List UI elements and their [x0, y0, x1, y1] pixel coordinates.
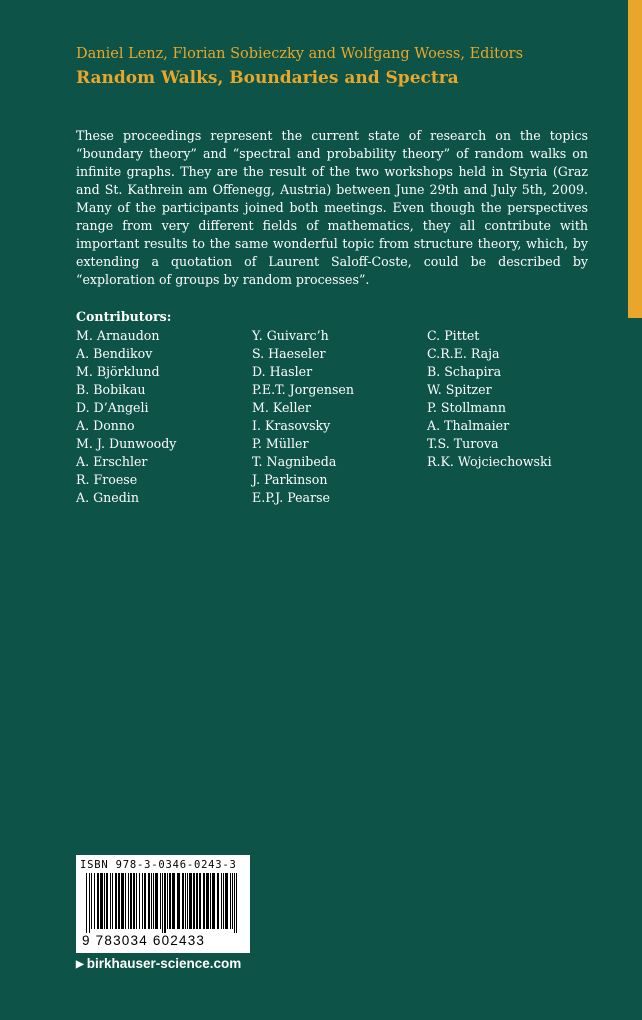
contributor-name: S. Haeseler: [252, 346, 326, 361]
contributor-name: M. Keller: [252, 400, 311, 415]
barcode-bar: [112, 873, 113, 929]
editors-line: Daniel Lenz, Florian Sobieczky and Wolfgang Woess, Editors: [76, 46, 524, 62]
barcode-bar: [203, 873, 205, 929]
isbn-label: ISBN 978-3-0346-0243-3: [80, 859, 237, 871]
contributor-name: D. Hasler: [252, 364, 313, 379]
barcode-bar: [196, 873, 198, 929]
barcode-bar: [133, 873, 135, 929]
contributors-heading: Contributors:: [76, 309, 172, 324]
contributor-name: T. Nagnibeda: [252, 454, 337, 469]
barcode-bar: [225, 873, 228, 929]
barcode-bar: [118, 873, 120, 929]
accent-spine-bar: [628, 0, 642, 318]
barcode-digits: 9 783034 602433: [82, 933, 206, 948]
barcode-bar: [94, 873, 95, 929]
barcode-bar: [104, 873, 105, 929]
contributor-name: J. Parkinson: [252, 472, 328, 487]
barcode-bar: [155, 873, 158, 929]
barcode-bar: [136, 873, 137, 929]
barcode-bar: [151, 873, 152, 929]
barcode-bar: [106, 873, 108, 929]
contributor-name: R.K. Wojciechowski: [427, 454, 552, 469]
contributor-name: M. Björklund: [76, 364, 160, 379]
contributor-name: P. Stollmann: [427, 400, 506, 415]
contributor-name: P.E.T. Jorgensen: [252, 382, 354, 397]
barcode-bar: [199, 873, 201, 929]
barcode-bar: [172, 873, 175, 929]
contributor-name: M. Arnaudon: [76, 328, 160, 343]
barcode-bar: [160, 873, 161, 929]
barcode-bar: [128, 873, 129, 929]
contributor-name: A. Bendikov: [76, 346, 153, 361]
barcode-bar: [212, 873, 215, 929]
contributors-column-2: [252, 327, 354, 507]
barcode-bar: [110, 873, 111, 929]
website-text: birkhauser-science.com: [86, 956, 242, 971]
contributors-column-1: [76, 327, 176, 507]
barcode-bar: [169, 873, 171, 929]
barcode-bar: [89, 873, 90, 933]
contributor-name: R. Froese: [76, 472, 138, 487]
barcode-bar: [232, 873, 233, 929]
contributor-name: B. Schapira: [427, 364, 502, 379]
contributor-name: I. Krasovsky: [252, 418, 331, 433]
contributor-name: W. Spitzer: [427, 382, 492, 397]
contributor-name: A. Thalmaier: [427, 418, 510, 433]
barcode-bar: [97, 873, 99, 929]
book-title: Random Walks, Boundaries and Spectra: [76, 68, 459, 88]
contributor-name: A. Donno: [76, 418, 135, 433]
barcode-bar: [177, 873, 180, 929]
barcode-bar: [142, 873, 143, 929]
barcode-bar: [164, 873, 166, 933]
barcode-bars: [84, 873, 242, 933]
barcode-bar: [148, 873, 150, 929]
barcode-bar: [100, 873, 103, 929]
isbn-barcode: [76, 855, 250, 953]
contributors-column-3: [427, 327, 552, 471]
contributor-name: B. Bobikau: [76, 382, 146, 397]
contributor-name: A. Gnedin: [76, 490, 139, 505]
barcode-bar: [193, 873, 195, 929]
barcode-bar: [121, 873, 124, 929]
contributor-name: Y. Guivarc’h: [252, 328, 329, 343]
barcode-bar: [189, 873, 192, 929]
triangle-right-icon: ▶: [76, 959, 84, 970]
barcode-bar: [153, 873, 154, 929]
barcode-bar: [91, 873, 92, 929]
barcode-bar: [221, 873, 222, 929]
barcode-bar: [162, 873, 163, 933]
contributor-name: P. Müller: [252, 436, 309, 451]
barcode-bar: [167, 873, 168, 929]
barcode-bar: [230, 873, 231, 929]
contributor-name: D. D’Angeli: [76, 400, 149, 415]
barcode-bar: [187, 873, 188, 929]
barcode-bar: [182, 873, 184, 929]
barcode-bar: [217, 873, 219, 929]
barcode-bar: [206, 873, 209, 929]
barcode-bar: [130, 873, 132, 929]
barcode-bar: [139, 873, 140, 929]
barcode-bar: [185, 873, 186, 929]
contributor-name: M. J. Dunwoody: [76, 436, 177, 451]
abstract-paragraph: These proceedings represent the current state of research on the topics “boundary theory” and “spectral and probability theory” of random walks on infinite graphs. They are the result of the two workshops held in Styria (Graz and St. Kathrein am Offenegg, Austria) between June 29th and July 5th, 2009. Many of the participants joined both meetings. Even though the perspectives range from very different fields of mathematics, they all contribute with important results to the same wonderful topic from structure theory, which, by extending a quotation of Laurent Saloff-Coste, could be described by “exploration of groups by random processes”.: [76, 128, 588, 287]
contributor-name: E.P.J. Pearse: [252, 490, 331, 505]
barcode-bar: [210, 873, 211, 929]
publisher-website-link[interactable]: [76, 956, 241, 971]
barcode-bar: [144, 873, 146, 929]
contributor-name: C. Pittet: [427, 328, 480, 343]
barcode-bar: [236, 873, 237, 933]
barcode-bar: [115, 873, 117, 929]
barcode-bar: [223, 873, 224, 929]
barcode-bar: [234, 873, 235, 933]
contributor-name: A. Erschler: [76, 454, 148, 469]
barcode-bar: [86, 873, 87, 933]
barcode-bar: [125, 873, 126, 929]
contributor-name: C.R.E. Raja: [427, 346, 500, 361]
contributor-name: T.S. Turova: [427, 436, 499, 451]
